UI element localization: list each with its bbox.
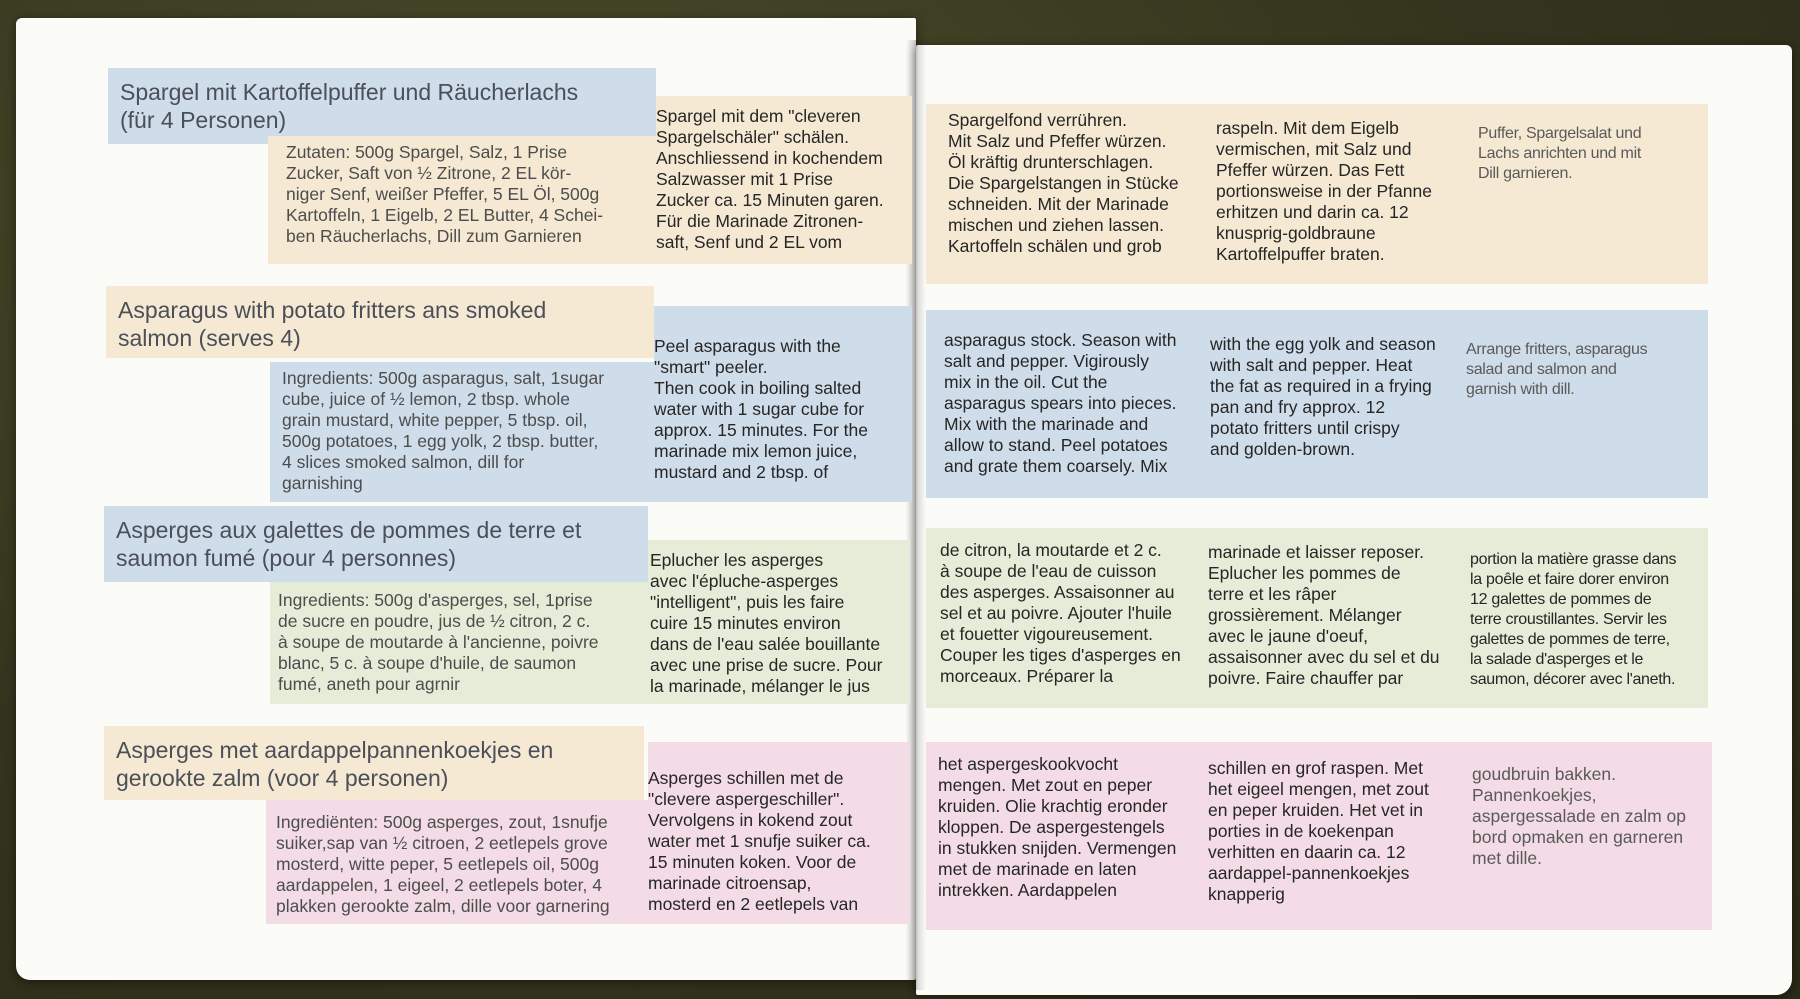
nl-ingredients: Ingrediënten: 500g asperges, zout, 1snufje suiker,sap van ½ citroen, 2 eetlepels grove mosterd, witte peper, 5 eetlepels oil, 500g aardappelen, 1 eigeel, 2 eetlepels boter, 4 plakken gerookte zalm, dille voor garnering (276, 812, 610, 916)
de-method-col2: Spargelfond verrühren. Mit Salz und Pfeffer würzen. Öl kräftig drunterschlagen. Die Spargelstangen in Stücke schneiden. Mit der Marinade mischen und ziehen lassen. Kartoffeln schälen und grob (948, 110, 1179, 256)
en-ingredients: Ingredients: 500g asparagus, salt, 1sugar cube, juice of ½ lemon, 2 tbsp. whole grain mustard, white pepper, 5 tbsp. oil, 500g potatoes, 1 egg yolk, 2 tbsp. butter, 4 slices smoked salmon, dill for garnishing (282, 368, 605, 493)
fr-recipe-title: Asperges aux galettes de pommes de terre et saumon fumé (pour 4 personnes) (116, 517, 582, 571)
en-method-col3: with the egg yolk and season with salt and pepper. Heat the fat as required in a frying pan and fry approx. 12 potato fritters until crispy and golden-brown. (1210, 334, 1436, 459)
fr-method-col2: de citron, la moutarde et 2 c. à soupe de l'eau de cuisson des asperges. Assaisonner au sel et au poivre. Ajouter l'huile et fouetter vigoureusement. Couper les tiges d'asperges en morceaux. Préparer la (940, 540, 1181, 686)
nl-method-col1: Asperges schillen met de "clevere aspergeschiller". Vervolgens in kokend zout water met 1 snufje suiker ca. 15 minuten koken. Voor de marinade citroensap, mosterd en 2 eetlepels van (648, 768, 871, 914)
de-recipe-title: Spargel mit Kartoffelpuffer und Räucherlachs (für 4 Personen) (120, 79, 579, 133)
nl-method-col3: schillen en grof raspen. Met het eigeel mengen, met zout en peper kruiden. Het vet in porties in de koekenpan verhitten en daarin ca. 12 aardappel-pannenkoekjes knapperig (1208, 758, 1429, 904)
en-method-col4: Arrange fritters, asparagus salad and salmon and garnish with dill. (1466, 341, 1648, 398)
nl-method-col4: goudbruin bakken. Pannenkoekjes, aspergessalade en zalm op bord opmaken en garneren met dille. (1472, 764, 1687, 868)
de-method-col1: Spargel mit dem "cleveren Spargelschäler" schälen. Anschliessend in kochendem Salzwasser mit 1 Prise Zucker ca. 15 Minuten garen. Für die Marinade Zitronen- saft, Senf und 2 EL vom (656, 106, 884, 252)
nl-recipe-title: Asperges met aardappelpannenkoekjes en gerookte zalm (voor 4 personen) (116, 737, 554, 791)
nl-method-col2: het aspergeskookvocht mengen. Met zout en peper kruiden. Olie krachtig eronder kloppen. De aspergestengels in stukken snijden. Vermengen met de marinade en laten intrekken. Aardappelen (938, 754, 1177, 900)
en-method-col2: asparagus stock. Season with salt and pepper. Vigirously mix in the oil. Cut the asparagus spears into pieces. Mix with the marinade and allow to stand. Peel potatoes and grate them coarsely. Mix (944, 330, 1177, 476)
en-recipe-title: Asparagus with potato fritters ans smoked salmon (serves 4) (118, 297, 547, 351)
fr-ingredients: Ingredients: 500g d'asperges, sel, 1prise de sucre en poudre, jus de ½ citron, 2 c. à soupe de moutarde à l'ancienne, poivre blanc, 5 c. à soupe d'huile, de saumon fumé, aneth pour agrnir (278, 590, 599, 694)
de-method-col3: raspeln. Mit dem Eigelb vermischen, mit Salz und Pfeffer würzen. Das Fett portionsweise in der Pfanne erhitzen und darin ca. 12 knusprig-goldbraune Kartoffelpuffer braten. (1216, 118, 1432, 264)
de-method-col4: Puffer, Spargelsalat und Lachs anrichten und mit Dill garnieren. (1478, 125, 1642, 182)
fr-method-col1: Eplucher les asperges avec l'épluche-asperges "intelligent", puis les faire cuire 15 minutes environ dans de l'eau salée bouillante avec une prise de sucre. Pour la marinade, mélanger le jus (650, 550, 883, 696)
fr-method-col4: portion la matière grasse dans la poêle et faire dorer environ 12 galettes de pommes de terre croustillantes. Servir les galettes de pommes de terre, la salade d'asperges et le saumon, décorer avec l'aneth. (1470, 551, 1677, 688)
de-ingredients: Zutaten: 500g Spargel, Salz, 1 Prise Zucker, Saft von ½ Zitrone, 2 EL kör- niger Senf, weißer Pfeffer, 5 EL Öl, 500g Kartoffeln, 1 Eigelb, 2 EL Butter, 4 Schei- ben Räucherlachs, Dill zum Garnieren (286, 142, 604, 246)
fr-method-col3: marinade et laisser reposer. Eplucher les pommes de terre et les râper grossièrement. Mélanger avec le jaune d'oeuf, assaisonner avec du sel et du poivre. Faire chauffer par (1208, 542, 1440, 688)
en-method-col1: Peel asparagus with the "smart" peeler. Then cook in boiling salted water with 1 sugar cube for approx. 15 minutes. For the marinade mix lemon juice, mustard and 2 tbsp. of (654, 336, 868, 482)
